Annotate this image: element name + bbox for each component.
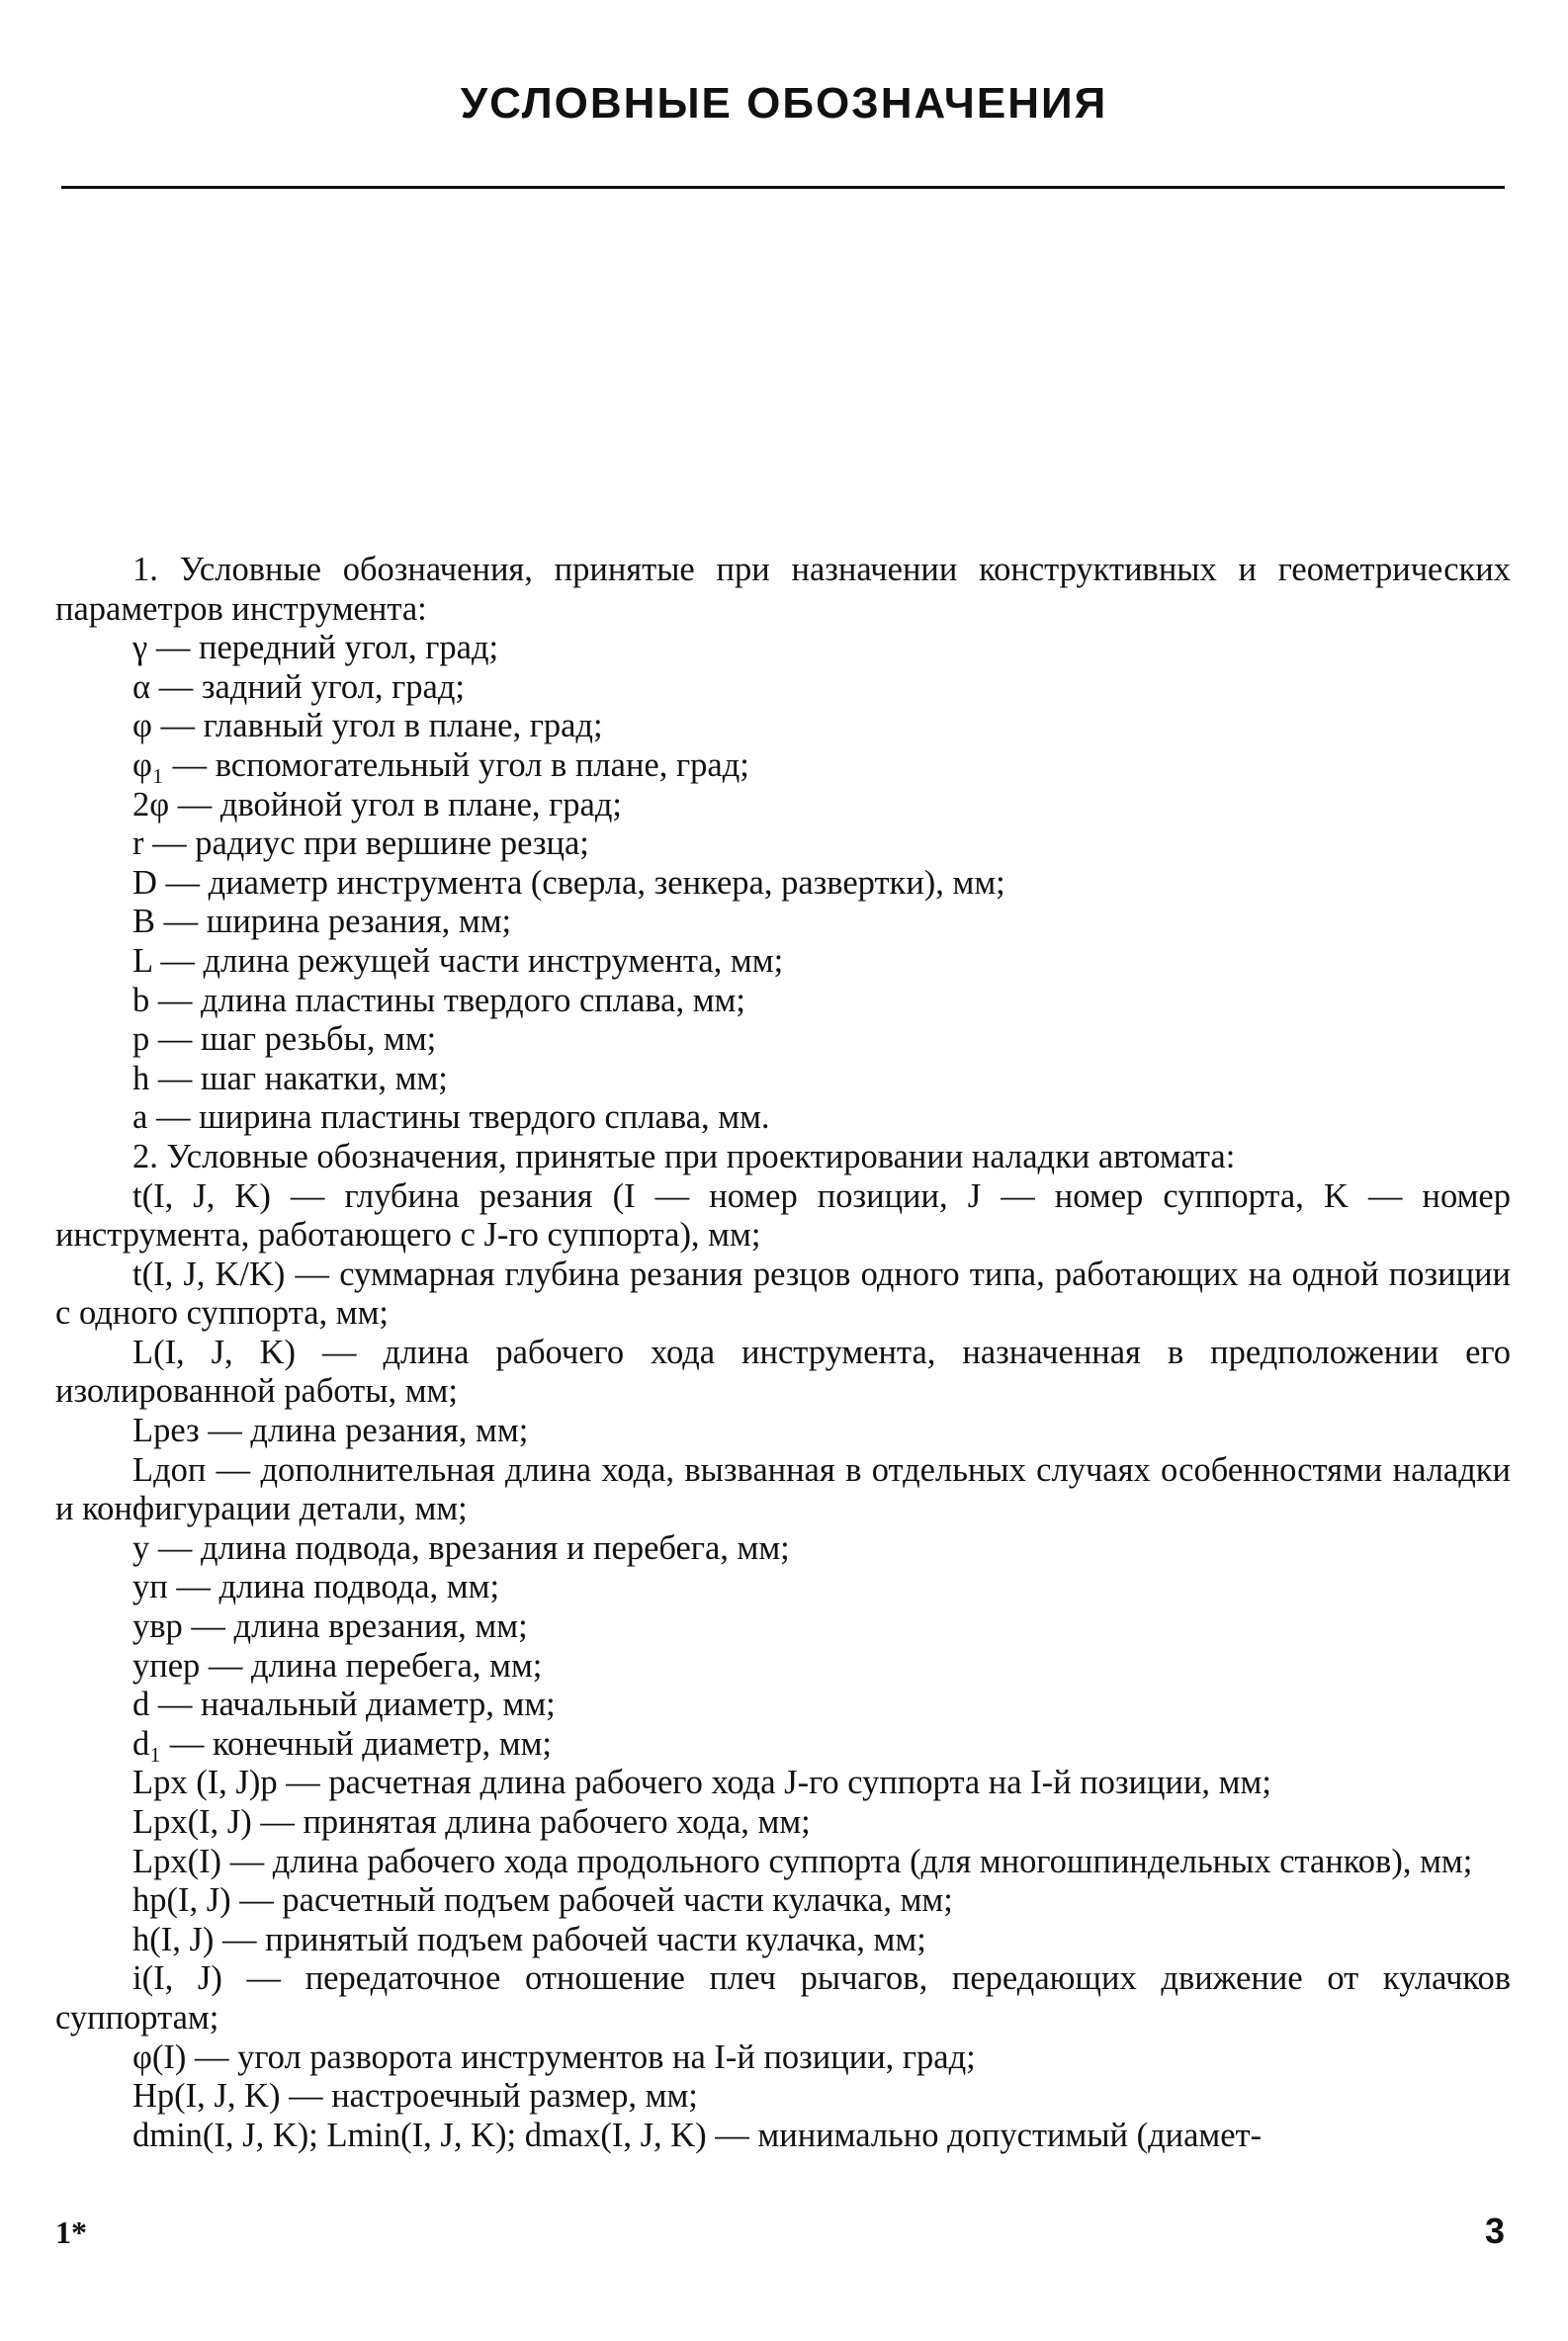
legend-item: α — задний угол, град;: [132, 667, 465, 706]
page-number: 3: [1484, 2211, 1505, 2251]
legend-item: Lрх (I, J)р — расчетная длина рабочего хода J-го суппорта на I-й позиции, мм;: [132, 1764, 1271, 1802]
body-text: [55, 551, 1511, 2155]
legend-item: Lрез — длина резания, мм;: [132, 1412, 529, 1450]
legend-item: i(I, J) — передаточное отношение плеч рычагов, передающих движение от кулачков суппортам;: [55, 1959, 1511, 2037]
legend-item: D — диаметр инструмента (сверла, зенкера, развертки), мм;: [132, 863, 1005, 902]
legend-item: γ — передний угол, град;: [132, 629, 499, 667]
legend-item: Lрх(I, J) — принятая длина рабочего хода, мм;: [132, 1803, 811, 1841]
legend-item: hр(I, J) — расчетный подъем рабочей части кулачка, мм;: [132, 1881, 953, 1920]
legend-item: a — ширина пластины твердого сплава, мм.: [132, 1098, 770, 1137]
legend-item: d₁ — конечный диаметр, мм;: [132, 1724, 553, 1763]
legend-item: yпер — длина перебега, мм;: [132, 1646, 543, 1685]
page-title: УСЛОВНЫЕ ОБОЗНАЧЕНИЯ: [460, 79, 1108, 128]
legend-item: d — начальный диаметр, мм;: [132, 1686, 556, 1724]
legend-item: h(I, J) — принятый подъем рабочей части кулачка, мм;: [132, 1920, 926, 1958]
legend-item: L — длина режущей части инструмента, мм;: [132, 941, 784, 980]
legend-item: φ(I) — угол разворота инструментов на I-й позиции, град;: [132, 2038, 976, 2076]
legend-item: yвр — длина врезания, мм;: [132, 1607, 528, 1646]
legend-item: Hр(I, J, K) — настроечный размер, мм;: [132, 2077, 698, 2116]
legend-item: y — длина подвода, врезания и перебега, мм;: [132, 1528, 790, 1567]
legend-item: b — длина пластины твердого сплава, мм;: [132, 981, 745, 1019]
legend-item: Lрх(I) — длина рабочего хода продольного суппорта (для многошпиндельных станков), мм;: [132, 1842, 1473, 1880]
legend-item: p — шаг резьбы, мм;: [132, 1020, 437, 1059]
section-2-heading: 2. Условные обозначения, принятые при проектировании наладки автомата:: [132, 1137, 1236, 1175]
legend-item: h — шаг накатки, мм;: [132, 1059, 448, 1097]
legend-item: L(I, J, K) — длина рабочего хода инструмента, назначенная в предположении его изолированной работы, мм;: [55, 1333, 1511, 1411]
legend-item: 2φ — двойной угол в плане, град;: [132, 785, 622, 824]
legend-item: t(I, J, K/K) — суммарная глубина резания резцов одного типа, работающих на одной позиции с одного суппорта, мм;: [55, 1255, 1511, 1333]
legend-item: dmin(I, J, K); Lmin(I, J, K); dmax(I, J, K) — минимально допустимый (диамет-: [132, 2116, 1263, 2154]
legend-item: t(I, J, K) — глубина резания (I — номер позиции, J — номер суппорта, K — номер инструмента, работающего с J-го суппорта), мм;: [55, 1176, 1511, 1255]
title-rule: [61, 186, 1505, 189]
signature-mark: 1*: [55, 2214, 87, 2250]
legend-item: φ₁ — вспомогательный угол в плане, град;: [132, 745, 749, 784]
section-1-heading: 1. Условные обозначения, принятые при назначении конструктивных и геометрических параметров инструмента:: [55, 551, 1511, 628]
legend-item: Lдоп — дополнительная длина хода, вызванная в отдельных случаях особенностями наладки и конфигурации детали, мм;: [55, 1450, 1511, 1528]
legend-item: yп — длина подвода, мм;: [132, 1568, 500, 1606]
legend-item: B — ширина резания, мм;: [132, 903, 512, 941]
legend-item: r — радиус при вершине резца;: [132, 824, 589, 863]
legend-item: φ — главный угол в плане, град;: [132, 707, 603, 745]
